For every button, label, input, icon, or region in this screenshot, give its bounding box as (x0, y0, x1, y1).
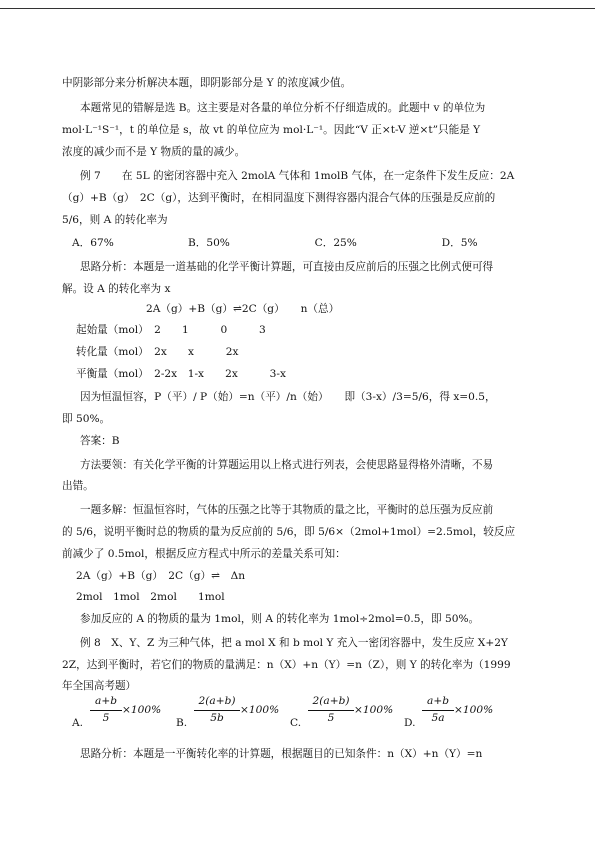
text-line: 浓度的减少而不是 Y 物质的量的减少。 (62, 146, 246, 158)
text-line: 方法要领：有关化学平衡的计算题运用以上格式进行列表，会使思路显得格外清晰，不易 (80, 459, 494, 471)
denominator: 5a (431, 712, 445, 724)
option-label-b: B. (176, 717, 188, 729)
denominator: 5b (210, 712, 224, 724)
answer-line: 答案：B (80, 435, 120, 447)
denominator: 5 (327, 712, 335, 724)
percent-suffix: ×100% (240, 704, 280, 716)
equation-line: 2A（g）+B（g） 2C（g）⇌ Δn (76, 570, 246, 582)
answer-options-line: A．67% B．50% C．25% D．5% (72, 237, 478, 249)
table-row: 起始量（mol） 2 1 0 3 (76, 324, 266, 336)
text-line: mol·L⁻¹S⁻¹，t 的单位是 s，故 vt 的单位应为 mol·L⁻¹。因此“V 正×t-V 逆×t”只能是 Y (62, 124, 481, 136)
text-line: （g）+B（g） 2C（g），达到平衡时，在相同温度下测得容器内混合气体的压强是反应前的 (62, 192, 496, 204)
text-line: 5/6，则 A 的转化率为 (62, 214, 168, 226)
text-line: 参加反应的 A 的物质的量为 1mol，则 A 的转化率为 1mol÷2mol=0.5，即 50%。 (80, 613, 480, 625)
text-line: 年全国高考题） (62, 680, 137, 692)
table-row: 平衡量（mol） 2-2x 1-x 2x 3-x (76, 368, 286, 380)
header-rule (0, 8, 595, 9)
fraction-bar (194, 710, 240, 711)
text-line: 一题多解：恒温恒容时，气体的压强之比等于其物质的量之比，平衡时的总压强为反应前 (80, 504, 494, 516)
fraction-bar (422, 710, 454, 711)
text-line: 出错。 (62, 480, 94, 492)
numerator: 2(a+b) (312, 695, 350, 707)
equation-line: 2A（g）+B（g）⇌2C（g） n（总） (146, 303, 340, 315)
text-line: 例 8 X、Y、Z 为三种气体，把 a mol X 和 b mol Y 充入一密闭容器中，发生反应 X+2Y (80, 637, 508, 649)
table-row: 转化量（mol） 2x x 2x (76, 346, 239, 358)
text-line: 思路分析：本题是一平衡转化率的计算题，根据题目的已知条件：n（X）+n（Y）=n (80, 748, 483, 760)
percent-suffix: ×100% (122, 704, 162, 716)
text-line: 即 50%。 (62, 413, 111, 425)
text-line: 2Z，达到平衡时，若它们的物质的量满足：n（X）+n（Y）=n（Z），则 Y 的转化率为（1999 (62, 659, 511, 671)
text-line: 中阴影部分来分析解决本题，即阴影部分是 Y 的浓度减少值。 (62, 77, 352, 89)
percent-suffix: ×100% (354, 704, 394, 716)
text-line: 思路分析：本题是一道基础的化学平衡计算题，可直接由反应前后的压强之比例式便可得 (80, 261, 494, 273)
denominator: 5 (102, 712, 110, 724)
text-line: 本题常见的错解是选 B。这主要是对各量的单位分析不仔细造成的。此题中 v 的单位为 (80, 102, 486, 114)
equation-line: 2mol 1mol 2mol 1mol (76, 591, 225, 603)
numerator: a+b (95, 695, 117, 707)
option-label-c: C. (290, 717, 302, 729)
text-line: 例 7 在 5L 的密闭容器中充入 2molA 气体和 1molB 气体，在一定条件下发生反应：2A (80, 170, 515, 182)
fraction-bar (90, 710, 122, 711)
percent-suffix: ×100% (454, 704, 494, 716)
numerator: a+b (427, 695, 449, 707)
fraction-bar (308, 710, 354, 711)
option-label-a: A. (72, 717, 84, 729)
text-line: 解。设 A 的转化率为 x (62, 283, 171, 295)
text-line: 前减少了 0.5mol，根据反应方程式中所示的差量关系可知： (62, 548, 346, 560)
numerator: 2(a+b) (198, 695, 236, 707)
text-line: 的 5/6，说明平衡时总的物质的量为反应前的 5/6，即 5/6×（2mol+1mol）=2.5mol，较反应 (62, 526, 516, 538)
text-line: 因为恒温恒容，P（平）/ P（始）=n（平）/n（始） 即（3-x）/3=5/6，得 x=0.5， (80, 391, 496, 403)
option-label-d: D. (404, 717, 416, 729)
